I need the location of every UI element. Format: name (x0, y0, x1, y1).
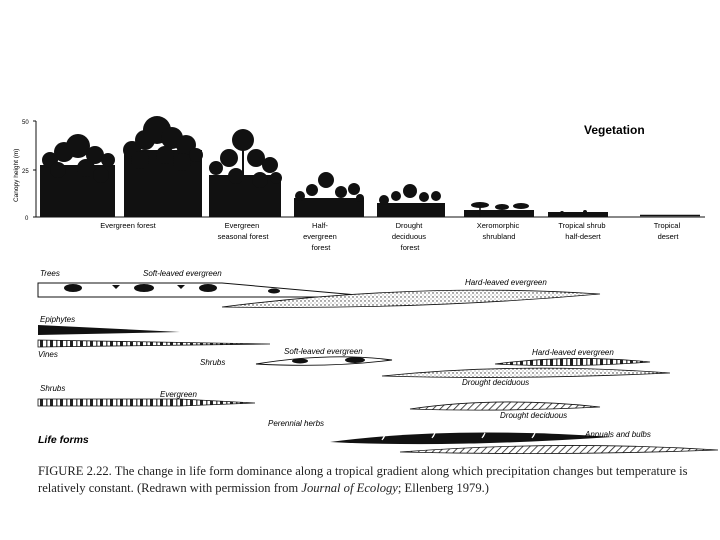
band-label-shrubs: Shrubs (40, 384, 66, 393)
shrub-half-desert-canopy (548, 210, 608, 217)
band-shrubs-drought-2 (410, 402, 600, 410)
life-form-bands (38, 269, 718, 454)
life-forms-heading: Life forms (38, 434, 89, 446)
band-perennial-herbs (330, 433, 612, 445)
vegetation-label: Tropical shrub half-desert (558, 221, 606, 241)
evergreen-forest-canopy (40, 116, 203, 217)
y-axis-label: Canopy height (m) (13, 148, 20, 202)
vegetation-label: Half- evergreen forest (303, 221, 337, 252)
band-label-shrubs-soft: Soft-leaved evergreen (284, 347, 363, 356)
caption-text-after: ; Ellenberg 1979.) (397, 481, 489, 495)
vegetation-title: Vegetation (584, 123, 645, 137)
xeromorphic-shrubland-canopy (464, 202, 534, 217)
band-epiphytes (38, 325, 180, 335)
band-label-shrubs-drought2: Drought deciduous (500, 411, 568, 420)
half-evergreen-canopy (294, 172, 364, 217)
band-label-trees-soft: Soft-leaved evergreen (143, 269, 222, 278)
band-shrubs-drought-1 (382, 368, 670, 377)
band-label-evergreen: Evergreen (160, 390, 197, 399)
caption-text: The change in life form dominance along a tropical gradient along which precipitation changes but temperature is relatively constant. (Redrawn with permission from (38, 464, 688, 495)
band-label-shrubs-drought: Drought deciduous (462, 378, 530, 387)
caption-label: FIGURE 2.22. (38, 464, 112, 478)
band-label-trees-hard: Hard-leaved evergreen (465, 278, 547, 287)
band-annuals (400, 445, 718, 453)
band-label-shrubs-hard: Hard-leaved evergreen (532, 348, 614, 357)
seasonal-forest-canopy (209, 129, 282, 217)
vegetation-label: Evergreen seasonal forest (217, 221, 269, 241)
band-label-trees: Trees (40, 269, 60, 278)
vegetation-label: Drought deciduous forest (391, 221, 427, 252)
y-tick-label: 0 (25, 216, 29, 222)
band-label-perennial-herbs: Perennial herbs (268, 419, 325, 428)
y-tick-label: 50 (22, 120, 29, 126)
y-tick-label: 25 (22, 169, 29, 175)
vegetation-label: Evergreen forest (100, 221, 156, 230)
band-label-annuals: Annuals and bulbs (585, 430, 651, 439)
vegetation-label: Tropical desert (653, 221, 681, 241)
band-label-epiphytes: Epiphytes (40, 315, 76, 324)
vegetation-profile (13, 116, 705, 252)
vegetation-label: Xeromorphic shrubland (476, 221, 520, 241)
band-label-vines: Vines (38, 350, 58, 359)
band-label-shrubs-mid: Shrubs (200, 358, 226, 367)
band-shrubs-hard-evergreen (495, 358, 650, 365)
figure-caption (38, 463, 718, 497)
band-shrubs-soft-evergreen (256, 357, 392, 366)
band-vines (38, 340, 270, 347)
caption-journal: Journal of Ecology (301, 481, 398, 495)
band-shrubs-evergreen (38, 399, 255, 406)
drought-deciduous-canopy (377, 184, 445, 217)
